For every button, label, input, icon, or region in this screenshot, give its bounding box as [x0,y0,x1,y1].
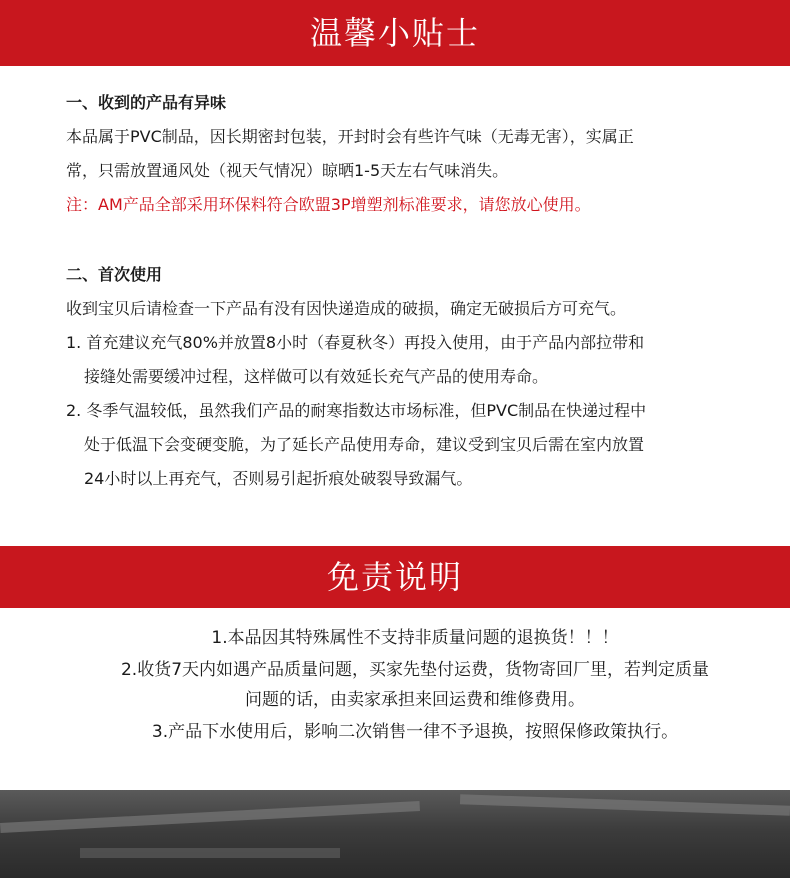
disclaimer-item-2-line-1: 2.收货7天内如遇产品质量问题，买家先垫付运费，货物寄回厂里，若判定质量 [120,660,710,680]
section2-item1-line-1: 1. 首充建议充气80%并放置8小时（春夏秋冬）再投入使用，由于产品内部拉带和 [66,333,645,352]
section1-line-2: 常，只需放置通风处（视天气情况）晾晒1-5天左右气味消失。 [66,161,509,180]
tips-banner [0,0,790,66]
section2-intro: 收到宝贝后请检查一下产品有没有因快递造成的破损，确定无破损后方可充气。 [66,299,627,318]
disclaimer-banner [0,546,790,608]
disclaimer-item-3: 3.产品下水使用后，影响二次销售一律不予退换，按照保修政策执行。 [151,722,679,742]
section1-heading: 一、收到的产品有异味 [66,93,227,112]
product-photo [0,790,790,878]
section2-heading: 二、首次使用 [66,265,163,284]
section2-item1-line-2: 接缝处需要缓冲过程，这样做可以有效延长充气产品的使用寿命。 [84,367,549,386]
disclaimer-item-1: 1.本品因其特殊属性不支持非质量问题的退换货！！！ [211,628,619,648]
section2-item2-line-1: 2. 冬季气温较低，虽然我们产品的耐寒指数达市场标准，但PVC制品在快递过程中 [66,401,647,420]
tips-banner-title: 温馨小贴士 [309,14,480,52]
tips-content [66,86,756,496]
section1-line-1: 本品属于PVC制品，因长期密封包装，开封时会有些许气味（无毒无害），实属正 [66,127,634,146]
section2-item2-line-3: 24小时以上再充气，否则易引起折痕处破裂导致漏气。 [84,469,473,488]
photo-detail [80,848,340,858]
disclaimer-item-2-line-2: 问题的话，由卖家承担来回运费和维修费用。 [245,690,585,710]
photo-detail [0,801,420,833]
disclaimer-banner-title: 免责说明 [326,558,463,596]
disclaimer-content [50,625,780,751]
section-gap [66,222,756,258]
photo-detail [460,794,790,816]
section1-note: 注：AM产品全部采用环保料符合欧盟3P增塑剂标准要求，请您放心使用。 [66,195,591,214]
section2-item2-line-2: 处于低温下会变硬变脆，为了延长产品使用寿命，建议受到宝贝后需在室内放置 [84,435,645,454]
